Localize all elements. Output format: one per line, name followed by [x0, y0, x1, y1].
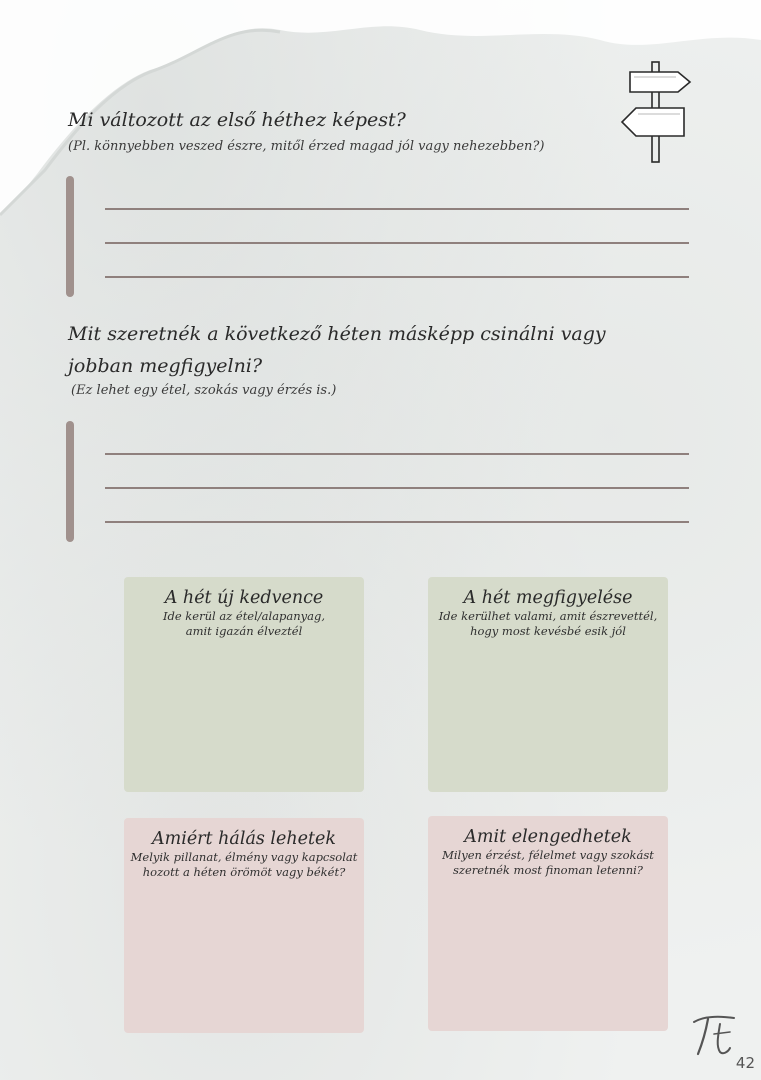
answer-1-line-2[interactable] — [105, 242, 689, 244]
card-description-line-2: hogy most kevésbé esik jól — [470, 624, 626, 638]
answer-1-line-3[interactable] — [105, 276, 689, 278]
card-description-line-1: Ide kerül az étel/alapanyag, — [162, 609, 326, 623]
question-2-title-line-1: Mit szeretnék a következő héten másképp csinálni vagy — [68, 323, 606, 345]
answer-2-line-1[interactable] — [105, 453, 689, 455]
answer-2-line-3[interactable] — [105, 521, 689, 523]
card-title: Amiért hálás lehetek — [152, 829, 336, 849]
card-title: A hét új kedvence — [164, 588, 324, 608]
signpost-icon — [618, 60, 696, 164]
page-number: 42 — [735, 1054, 755, 1072]
card-description-line-2: amit igazán élveztél — [185, 624, 303, 638]
card-weekly-observation[interactable] — [428, 577, 668, 792]
answer-2-line-2[interactable] — [105, 487, 689, 489]
question-2-hint: (Ez lehet egy étel, szokás vagy érzés is.) — [71, 383, 337, 398]
card-gratitude[interactable] — [124, 818, 364, 1033]
card-description-line-1: Milyen érzést, félelmet vagy szokást — [442, 848, 654, 862]
question-1-title: Mi változott az első héthez képest? — [68, 109, 406, 131]
card-letting-go[interactable] — [428, 816, 668, 1031]
card-description-line-1: Ide kerülhet valami, amit észrevettél, — [438, 609, 658, 623]
question-2-title-line-2: jobban megfigyelni? — [68, 355, 263, 377]
card-title: Amit elengedhetek — [464, 827, 632, 847]
answer-1-line-1[interactable] — [105, 208, 689, 210]
card-description-line-2: hozott a héten örömöt vagy békét? — [142, 865, 346, 879]
card-weekly-favorite[interactable] — [124, 577, 364, 792]
question-1-hint: (Pl. könnyebben veszed észre, mitől érzed magad jól vagy nehezebben?) — [68, 139, 545, 154]
tt-monogram-logo — [690, 1010, 740, 1060]
card-description-line-1: Melyik pillanat, élmény vagy kapcsolat — [130, 850, 358, 864]
card-title: A hét megfigyelése — [463, 588, 633, 608]
answer-1-accent-bar — [66, 176, 74, 297]
card-description-line-2: szeretnék most finoman letenni? — [453, 863, 643, 877]
answer-2-accent-bar — [66, 421, 74, 542]
